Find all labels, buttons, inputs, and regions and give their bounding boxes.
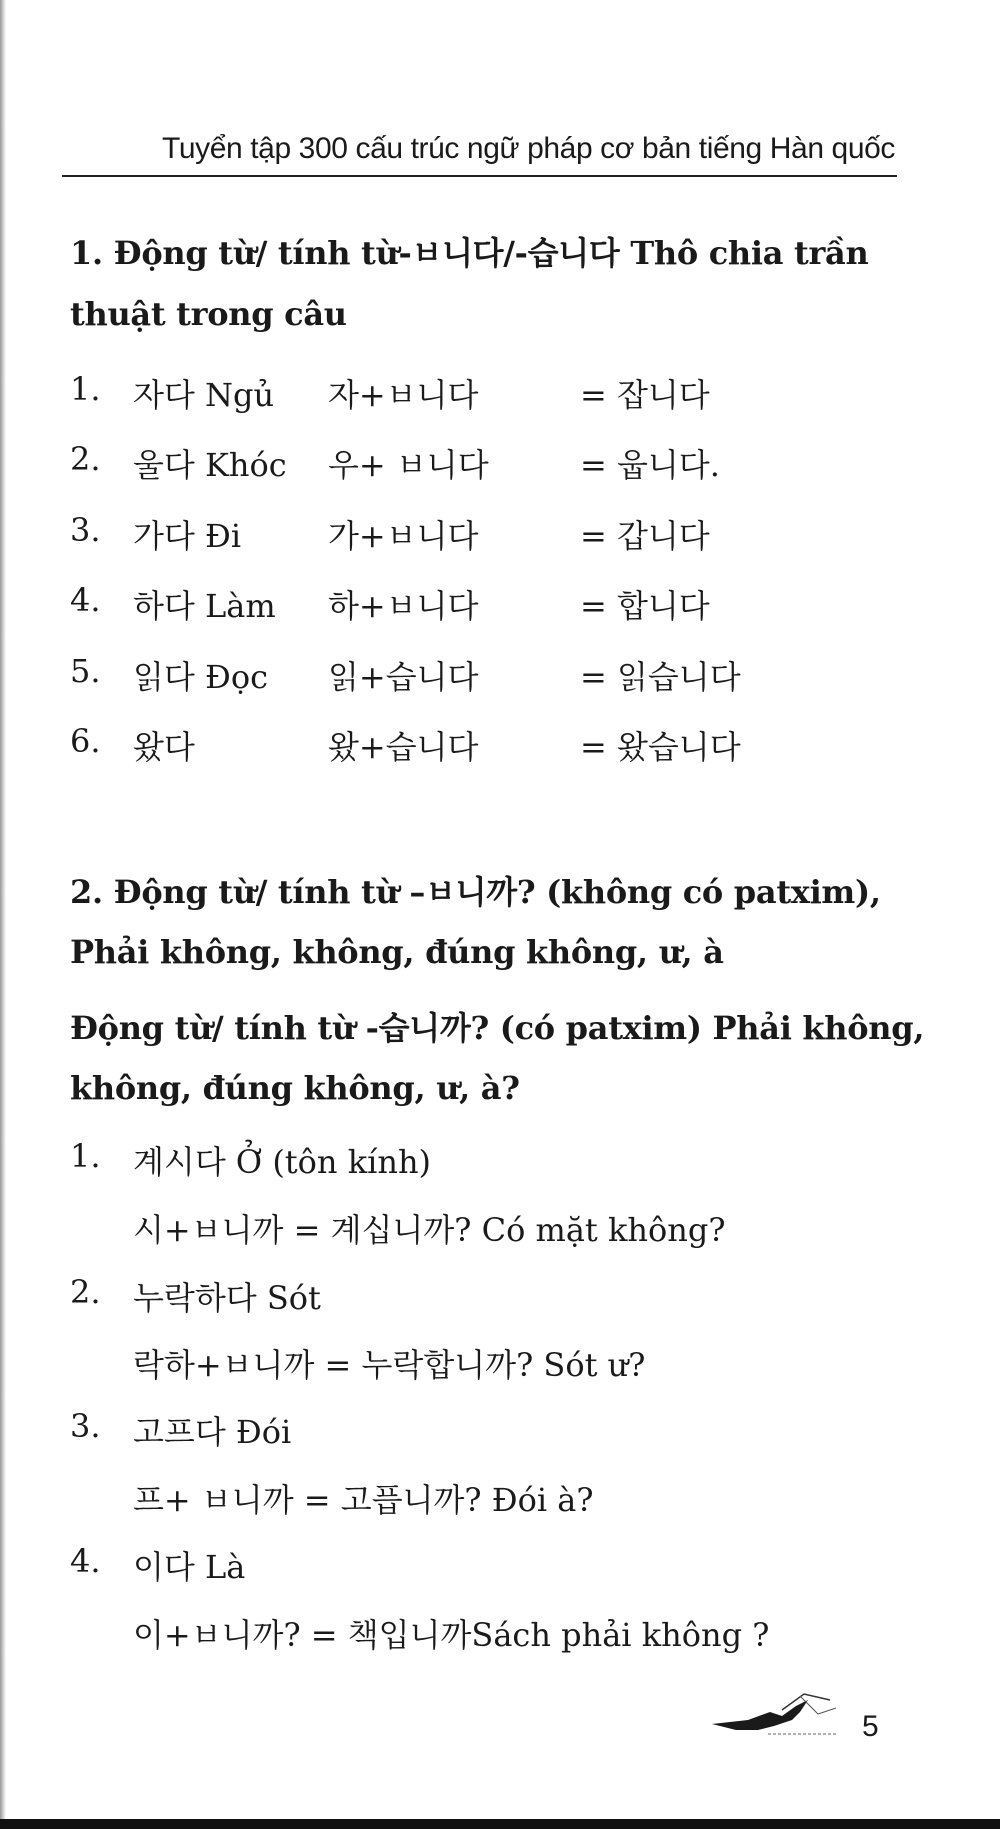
item-formula: 자+ㅂ니다 bbox=[328, 376, 479, 414]
item-example: 시+ㅂ니까 = 계십니까? Có mặt không? bbox=[133, 1211, 726, 1249]
item-number: 1. bbox=[70, 370, 101, 408]
item-number: 6. bbox=[70, 722, 101, 760]
item-word: 누락하다 Sót bbox=[133, 1279, 321, 1317]
item-result: = 왔습니다 bbox=[580, 728, 741, 766]
section1-heading-line2: thuật trong câu bbox=[70, 295, 347, 333]
item-number: 4. bbox=[70, 1542, 101, 1580]
section2-heading-line2: Phải không, không, đúng không, ư, à bbox=[70, 933, 724, 971]
item-formula: 왔+습니다 bbox=[328, 728, 479, 766]
item-number: 2. bbox=[70, 1273, 101, 1311]
item-example: 락하+ㅂ니까 = 누락합니까? Sót ư? bbox=[133, 1346, 646, 1384]
item-number: 4. bbox=[70, 581, 101, 619]
section2-heading-line4: không, đúng không, ư, à? bbox=[70, 1069, 520, 1107]
item-word: 계시다 Ở (tôn kính) bbox=[133, 1143, 432, 1181]
item-number: 3. bbox=[70, 511, 101, 549]
item-word: 왔다 bbox=[133, 728, 195, 766]
section2-heading-line1: 2. Động từ/ tính từ –ㅂ니까? (không có patxim), bbox=[70, 873, 881, 911]
item-formula: 우+ ㅂ니다 bbox=[328, 446, 489, 484]
item-example: 프+ ㅂ니까 = 고픕니까? Đói à? bbox=[133, 1481, 594, 1519]
item-word: 이다 Là bbox=[133, 1548, 246, 1586]
running-header-title: Tuyển tập 300 cấu trúc ngữ pháp cơ bản tiếng Hàn quốc bbox=[162, 132, 895, 165]
page-bottom-edge bbox=[0, 1819, 1000, 1829]
item-word: 자다 Ngủ bbox=[133, 376, 275, 414]
item-number: 1. bbox=[70, 1137, 101, 1175]
item-formula: 가+ㅂ니다 bbox=[328, 517, 479, 555]
item-word: 하다 Làm bbox=[133, 587, 276, 625]
header-divider bbox=[62, 175, 897, 177]
page-left-shadow bbox=[0, 0, 6, 1829]
item-formula: 읽+습니다 bbox=[328, 658, 479, 696]
item-number: 3. bbox=[70, 1407, 101, 1445]
item-result: = 합니다 bbox=[580, 587, 710, 625]
item-number: 2. bbox=[70, 440, 101, 478]
item-formula: 하+ㅂ니다 bbox=[328, 587, 479, 625]
section2-heading-line3: Động từ/ tính từ -습니까? (có patxim) Phải không, bbox=[70, 1009, 925, 1047]
item-number: 5. bbox=[70, 652, 101, 690]
item-result: = 갑니다 bbox=[580, 517, 710, 555]
item-word: 가다 Đi bbox=[133, 517, 242, 555]
item-result: = 웁니다. bbox=[580, 446, 720, 484]
item-example: 이+ㅂ니까? = 책입니까Sách phải không ? bbox=[133, 1616, 770, 1654]
section1-heading-line1: 1. Động từ/ tính từ-ㅂ니다/-습니다 Thô chia trần bbox=[70, 234, 869, 272]
item-word: 울다 Khóc bbox=[133, 446, 287, 484]
item-result: = 잡니다 bbox=[580, 376, 710, 414]
page-number: 5 bbox=[862, 1710, 879, 1743]
item-word: 읽다 Đọc bbox=[133, 658, 269, 696]
item-result: = 읽습니다 bbox=[580, 658, 741, 696]
publisher-bird-logo-icon bbox=[708, 1690, 840, 1738]
item-word: 고프다 Đói bbox=[133, 1413, 292, 1451]
